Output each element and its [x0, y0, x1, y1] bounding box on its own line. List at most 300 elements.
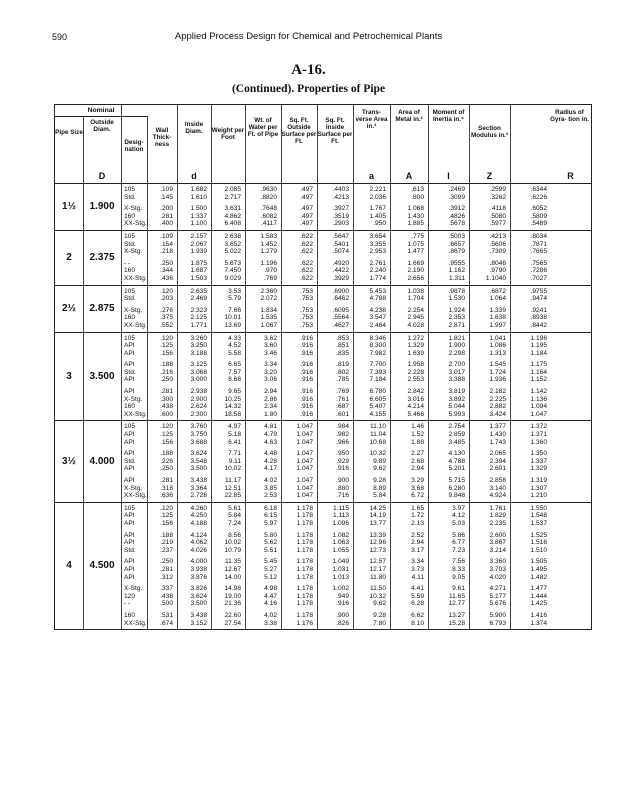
cell-outside-surface: 1.178 [296, 585, 313, 593]
cell-designation: XX-Stg. [124, 220, 147, 228]
cell-inside-diam: 2.635 [190, 287, 207, 295]
cell-metal-area: 2.945 [407, 314, 424, 322]
cell-wall-thickness: .636 [160, 492, 173, 500]
cell-designation: 105 [124, 334, 136, 342]
cell-outside-surface: .753 [300, 314, 313, 322]
cell-metal-area: 1.477 [407, 248, 424, 256]
cell-wall-thickness: .281 [160, 212, 173, 220]
cell-inside-diam: 4.026 [190, 546, 207, 554]
cell-inside-diam: 3.500 [190, 465, 207, 473]
cell-outside-surface: .916 [300, 342, 313, 350]
cell-section-modulus: .9790 [489, 267, 506, 275]
cell-radius-gyration: .8938 [530, 314, 547, 322]
cell-outside-surface: .753 [300, 287, 313, 295]
cell-metal-area: 3.34 [411, 558, 424, 566]
cell-water-weight: 6.18 [264, 504, 277, 512]
cell-section-modulus: 3.360 [489, 558, 506, 566]
cell-section-modulus: .5606 [489, 240, 506, 248]
cell-weight: 6.65 [228, 361, 241, 369]
cell-transverse-area: 2.464 [369, 321, 386, 329]
cell-moment-inertia: 3.892 [448, 395, 465, 403]
cell-outside-surface: 1.178 [296, 531, 313, 539]
cell-radius-gyration: 1.142 [530, 388, 547, 396]
cell-inside-diam: 1.682 [190, 186, 207, 193]
cell-weight: 8.56 [228, 531, 241, 539]
cell-inside-diam: 2.900 [190, 395, 207, 403]
cell-designation: X-Stg. [124, 306, 143, 314]
cell-metal-area: 4.11 [411, 573, 424, 581]
cell-designation: X-Stg. [124, 248, 143, 256]
cell-water-weight: 5.80 [264, 531, 277, 539]
cell-moment-inertia: .5678 [448, 220, 465, 228]
cell-transverse-area: 10.32 [369, 450, 386, 458]
cell-water-weight: 4.63 [264, 438, 277, 446]
cell-section-modulus: 1.086 [489, 342, 506, 350]
cell-water-weight: .6082 [260, 212, 277, 220]
cell-outside-surface: 1.178 [296, 611, 313, 619]
cell-wall-thickness: .125 [160, 342, 173, 350]
cell-water-weight: 4.28 [264, 457, 277, 465]
cell-weight: 5.79 [228, 295, 241, 303]
cell-radius-gyration: .6052 [530, 205, 547, 213]
cell-outside-surface: .622 [300, 274, 313, 282]
cell-weight: 4.862 [224, 212, 241, 220]
cell-section-modulus: 2.235 [489, 519, 506, 527]
pipe-size: 3½ [62, 456, 76, 468]
column-rule [245, 105, 246, 629]
cell-metal-area: 1.430 [407, 212, 424, 220]
cell-designation: XX-Stg. [124, 321, 147, 329]
cell-inside-surface: 1.013 [332, 573, 349, 581]
cell-radius-gyration: .7871 [530, 240, 547, 248]
cell-outside-surface: 1.178 [296, 565, 313, 573]
cell-inside-diam: 4.000 [190, 558, 207, 566]
cell-section-modulus: 2.182 [489, 388, 506, 396]
cell-weight: 5.84 [228, 512, 241, 520]
cell-inside-diam: 3.152 [190, 619, 207, 627]
cell-moment-inertia: 1.924 [448, 306, 465, 314]
cell-radius-gyration: 1.416 [530, 611, 547, 619]
cell-section-modulus: 3.703 [489, 565, 506, 573]
cell-wall-thickness: .120 [160, 287, 173, 295]
cell-wall-thickness: .438 [160, 592, 173, 600]
cell-transverse-area: 9.62 [373, 465, 386, 473]
cell-wall-thickness: .318 [160, 484, 173, 492]
cell-metal-area: 1.704 [407, 295, 424, 303]
cell-radius-gyration: 1.372 [530, 423, 547, 431]
cell-wall-thickness: .531 [160, 611, 173, 619]
cell-moment-inertia: 7.56 [452, 558, 465, 566]
cell-moment-inertia: 13.27 [448, 611, 465, 619]
cell-section-modulus: 1.545 [489, 361, 506, 369]
cell-inside-diam: 3.438 [190, 611, 207, 619]
cell-outside-surface: .916 [300, 376, 313, 384]
cell-section-modulus: 1.313 [489, 349, 506, 357]
cell-metal-area: 1.669 [407, 259, 424, 267]
cell-inside-diam: 3.938 [190, 565, 207, 573]
cell-designation: API [124, 450, 135, 458]
cell-weight: 3.53 [228, 287, 241, 295]
cell-inside-diam: 2.938 [190, 388, 207, 396]
header-wall-thickness: Wall Thick- ness [152, 127, 172, 148]
cell-outside-surface: 1.178 [296, 512, 313, 520]
cell-moment-inertia: .9555 [448, 259, 465, 267]
cell-designation: API [124, 565, 135, 573]
cell-metal-area: 2.656 [407, 274, 424, 282]
cell-water-weight: .769 [264, 274, 277, 282]
cell-transverse-area: 2.036 [369, 193, 386, 201]
cell-outside-surface: .497 [300, 186, 313, 193]
cell-designation: API [124, 465, 135, 473]
cell-inside-diam: 3.624 [190, 592, 207, 600]
cell-transverse-area: 7.184 [369, 376, 386, 384]
cell-inside-diam: 4.250 [190, 512, 207, 520]
cell-outside-surface: .497 [300, 193, 313, 201]
symbol-R: R [567, 171, 574, 181]
cell-weight: 11.17 [224, 477, 241, 484]
cell-inside-surface: .916 [336, 465, 349, 473]
cell-metal-area: 3.29 [411, 477, 424, 484]
cell-designation: 160 [124, 267, 136, 275]
cell-moment-inertia: .3912 [448, 205, 465, 213]
cell-inside-surface: .2903 [332, 220, 349, 228]
pipe-properties-table [54, 104, 592, 630]
cell-water-weight: .9630 [260, 186, 277, 193]
cell-transverse-area: 9.62 [373, 600, 386, 608]
cell-transverse-area: 4.238 [369, 306, 386, 314]
cell-transverse-area: 13.77 [369, 519, 386, 527]
header-inside-diam: Inside Diam. [184, 121, 204, 135]
cell-water-weight: 5.62 [264, 539, 277, 547]
cell-metal-area: 8.10 [411, 619, 424, 627]
cell-transverse-area: 1.405 [369, 212, 386, 220]
cell-moment-inertia: 6.77 [452, 539, 465, 547]
cell-wall-thickness: .125 [160, 431, 173, 439]
cell-inside-surface: .716 [336, 492, 349, 500]
cell-water-weight: 1.067 [260, 321, 277, 329]
cell-weight: 7.450 [224, 267, 241, 275]
cell-section-modulus: 3.140 [489, 484, 506, 492]
cell-inside-diam: 3.250 [190, 342, 207, 350]
symbol-A: A [405, 171, 413, 181]
cell-wall-thickness: .600 [160, 410, 173, 418]
cell-section-modulus: 1.339 [489, 306, 506, 314]
cell-weight: 7.71 [228, 450, 241, 458]
cell-radius-gyration: .8442 [530, 321, 547, 329]
cell-moment-inertia: 11.65 [448, 592, 465, 600]
cell-transverse-area: 12.17 [369, 565, 386, 573]
cell-section-modulus: 1.829 [489, 512, 506, 520]
cell-inside-diam: 4.124 [190, 531, 207, 539]
cell-radius-gyration: 1.477 [530, 585, 547, 593]
cell-radius-gyration: 1.164 [530, 368, 547, 376]
cell-inside-surface: .900 [336, 611, 349, 619]
cell-designation: 120 [124, 592, 136, 600]
cell-moment-inertia: 3.97 [452, 504, 465, 512]
cell-water-weight: 1.834 [260, 306, 277, 314]
cell-weight: 22.60 [224, 611, 241, 619]
cell-wall-thickness: .344 [160, 267, 173, 275]
cell-moment-inertia: .8679 [448, 248, 465, 256]
cell-inside-surface: .929 [336, 457, 349, 465]
cell-metal-area: 2.228 [407, 368, 424, 376]
cell-section-modulus: 1.1040 [485, 274, 506, 282]
cell-section-modulus: 4.924 [489, 492, 506, 500]
cell-inside-surface: .4422 [332, 267, 349, 275]
symbol-d: d [191, 171, 197, 181]
cell-section-modulus: 3.867 [489, 539, 506, 547]
cell-metal-area: 1.068 [407, 205, 424, 213]
cell-transverse-area: 1.774 [369, 274, 386, 282]
cell-outside-surface: .916 [300, 388, 313, 396]
header-section-modulus: Section Modulus in.³ [470, 125, 509, 139]
cell-radius-gyration: 1.047 [530, 410, 547, 418]
cell-inside-surface: .4627 [332, 321, 349, 329]
cell-section-modulus: 2.882 [489, 403, 506, 411]
cell-water-weight: 4.02 [264, 611, 277, 619]
column-rule [281, 105, 282, 629]
cell-weight: 14.98 [224, 585, 241, 593]
cell-moment-inertia: 15.28 [448, 619, 465, 627]
cell-weight: 13.69 [224, 321, 241, 329]
cell-designation: API [124, 512, 135, 520]
cell-designation: 160 [124, 314, 136, 322]
cell-inside-diam: 2.624 [190, 403, 207, 411]
cell-metal-area: 6.28 [411, 600, 424, 608]
cell-outside-surface: 1.178 [296, 504, 313, 512]
cell-inside-surface: .687 [336, 403, 349, 411]
symbol-Z: Z [486, 171, 493, 181]
cell-outside-surface: 1.047 [296, 457, 313, 465]
cell-metal-area: 4.028 [407, 321, 424, 329]
cell-section-modulus: 1.638 [489, 314, 506, 322]
cell-inside-diam: 3.750 [190, 431, 207, 439]
cell-section-modulus: 2.225 [489, 395, 506, 403]
cell-moment-inertia: .4826 [448, 212, 465, 220]
cell-moment-inertia: 1.162 [448, 267, 465, 275]
cell-water-weight: 4.17 [264, 465, 277, 473]
cell-weight: 5.022 [224, 248, 241, 256]
cell-weight: 8.68 [228, 376, 241, 384]
cell-wall-thickness: .200 [160, 205, 173, 213]
cell-inside-diam: 1.875 [190, 259, 207, 267]
cell-radius-gyration: 1.195 [530, 342, 547, 350]
cell-inside-diam: 2.323 [190, 306, 207, 314]
cell-outside-surface: 1.047 [296, 438, 313, 446]
header-transverse-area: Trans- verse Area in.² [355, 109, 388, 130]
cell-moment-inertia: 4.12 [452, 512, 465, 520]
cell-wall-thickness: .109 [160, 186, 173, 193]
column-rule [83, 116, 84, 629]
cell-wall-thickness: .156 [160, 349, 173, 357]
cell-transverse-area: 11.10 [369, 423, 386, 431]
column-rule [390, 105, 391, 629]
cell-section-modulus: .7309 [489, 248, 506, 256]
header-inside-surface: Sq. Ft. Inside Surface per Ft. [317, 117, 353, 145]
cell-designation: XX-Stg. [124, 492, 147, 500]
cell-inside-surface: .3927 [332, 205, 349, 213]
cell-transverse-area: 7.393 [369, 368, 386, 376]
cell-inside-surface: .6095 [332, 306, 349, 314]
cell-water-weight: 3.60 [264, 342, 277, 350]
cell-metal-area: 2.94 [411, 465, 424, 473]
cell-water-weight: .970 [264, 267, 277, 275]
cell-designation: API [124, 342, 135, 350]
cell-section-modulus: 3.424 [489, 410, 506, 418]
cell-weight: 22.85 [224, 492, 241, 500]
outside-diameter: 2.375 [89, 252, 115, 264]
header-pipe-size: Pipe Size [55, 129, 83, 136]
cell-inside-surface: .5401 [332, 240, 349, 248]
cell-inside-diam: 3.364 [190, 484, 207, 492]
cell-inside-surface: .4213 [332, 193, 349, 201]
header-designation: Desig- nation [124, 139, 144, 153]
cell-inside-diam: 1.939 [190, 248, 207, 256]
cell-inside-surface: .826 [336, 619, 349, 627]
cell-radius-gyration: 1.307 [530, 484, 547, 492]
cell-designation: Std. [124, 457, 136, 465]
cell-radius-gyration: 1.360 [530, 438, 547, 446]
column-rule [147, 116, 148, 629]
cell-designation: Std. [124, 546, 136, 554]
column-rule [317, 105, 318, 629]
cell-wall-thickness: .219 [160, 539, 173, 547]
cell-designation: 105 [124, 423, 136, 431]
cell-inside-surface: .982 [336, 431, 349, 439]
column-rule [428, 105, 429, 629]
pipe-size: 1½ [62, 201, 76, 213]
header-weight: Weight per Foot [211, 127, 245, 141]
cell-transverse-area: 7.982 [369, 349, 386, 357]
cell-moment-inertia: 9.848 [448, 492, 465, 500]
cell-metal-area: 3.016 [407, 395, 424, 403]
cell-transverse-area: 5.84 [373, 492, 386, 500]
cell-section-modulus: 4.271 [489, 585, 506, 593]
cell-designation: API [124, 477, 135, 484]
cell-designation: Std. [124, 368, 136, 376]
cell-inside-diam: 2.125 [190, 314, 207, 322]
cell-water-weight: 2.34 [264, 403, 277, 411]
cell-water-weight: 4.16 [264, 600, 277, 608]
cell-wall-thickness: .188 [160, 361, 173, 369]
cell-inside-diam: 3.876 [190, 573, 207, 581]
cell-moment-inertia: 2.353 [448, 314, 465, 322]
cell-metal-area: 2.27 [411, 450, 424, 458]
cell-radius-gyration: 1.094 [530, 403, 547, 411]
cell-wall-thickness: .156 [160, 519, 173, 527]
cell-water-weight: 1.535 [260, 314, 277, 322]
cell-moment-inertia: 1.900 [448, 342, 465, 350]
cell-wall-thickness: .276 [160, 306, 173, 314]
header-water-weight: Wt. of Water per Ft. of Pipe [247, 117, 279, 138]
cell-outside-surface: 1.178 [296, 558, 313, 566]
cell-outside-surface: .622 [300, 267, 313, 275]
cell-inside-surface: .785 [336, 376, 349, 384]
outside-diameter: 4.000 [89, 456, 115, 468]
cell-wall-thickness: .109 [160, 232, 173, 240]
cell-outside-surface: 1.047 [296, 431, 313, 439]
cell-moment-inertia: 6.280 [448, 484, 465, 492]
cell-water-weight: 2.072 [260, 295, 277, 303]
cell-radius-gyration: .9474 [530, 295, 547, 303]
pipe-size: 2½ [62, 303, 76, 315]
cell-section-modulus: 1.377 [489, 423, 506, 431]
cell-metal-area: 1.329 [407, 342, 424, 350]
pipe-size: 2 [66, 252, 72, 264]
cell-metal-area: 2.52 [411, 531, 424, 539]
cell-transverse-area: 2.221 [369, 186, 386, 193]
cell-weight: 12.67 [224, 565, 241, 573]
outside-diameter: 1.900 [89, 201, 115, 213]
cell-inside-surface: 1.063 [332, 539, 349, 547]
cell-outside-surface: 1.178 [296, 519, 313, 527]
cell-inside-diam: 1.100 [190, 220, 207, 228]
cell-radius-gyration: 1.516 [530, 539, 547, 547]
cell-moment-inertia: 2.298 [448, 349, 465, 357]
cell-moment-inertia: .2469 [448, 186, 465, 193]
cell-wall-thickness: .674 [160, 619, 173, 627]
symbol-D: D [98, 171, 106, 181]
cell-moment-inertia: 4.130 [448, 450, 465, 458]
cell-metal-area: 6.62 [411, 611, 424, 619]
cell-inside-surface: 1.002 [332, 585, 349, 593]
cell-outside-surface: 1.178 [296, 600, 313, 608]
cell-radius-gyration: 1.196 [530, 334, 547, 342]
cell-inside-diam: 1.337 [190, 212, 207, 220]
cell-metal-area: 3.17 [411, 546, 424, 554]
cell-moment-inertia: 2.859 [448, 431, 465, 439]
cell-outside-surface: .497 [300, 205, 313, 213]
cell-moment-inertia: 2.700 [448, 361, 465, 369]
cell-inside-surface: .5647 [332, 232, 349, 240]
cell-inside-diam: 2.300 [190, 410, 207, 418]
cell-inside-surface: 1.096 [332, 519, 349, 527]
cell-outside-surface: .753 [300, 306, 313, 314]
cell-section-modulus: 2.600 [489, 531, 506, 539]
cell-moment-inertia: 5.993 [448, 410, 465, 418]
cell-radius-gyration: .6344 [530, 186, 547, 193]
cell-inside-surface: .966 [336, 438, 349, 446]
cell-moment-inertia: .3099 [448, 193, 465, 201]
cell-radius-gyration: .9241 [530, 306, 547, 314]
cell-metal-area: 1.88 [411, 438, 424, 446]
cell-designation: Std. [124, 295, 136, 303]
cell-wall-thickness: .188 [160, 450, 173, 458]
cell-outside-surface: .497 [300, 212, 313, 220]
cell-weight: 5.61 [228, 504, 241, 512]
cell-designation: API [124, 531, 135, 539]
column-rule [211, 105, 212, 629]
cell-inside-surface: 1.115 [332, 504, 349, 512]
cell-transverse-area: 5.407 [369, 403, 386, 411]
cell-weight: 19.00 [224, 592, 241, 600]
cell-weight: 21.36 [224, 600, 241, 608]
cell-outside-surface: 1.047 [296, 423, 313, 431]
cell-weight: 9.11 [228, 457, 241, 465]
cell-water-weight: 1.583 [260, 232, 277, 240]
cell-designation: API [124, 573, 135, 581]
cell-weight: 3.631 [224, 205, 241, 213]
cell-section-modulus: 2.858 [489, 477, 506, 484]
cell-metal-area: 1.272 [407, 334, 424, 342]
cell-radius-gyration: 1.152 [530, 376, 547, 384]
cell-outside-surface: .622 [300, 259, 313, 267]
cell-radius-gyration: 1.136 [530, 395, 547, 403]
cell-section-modulus: 1.936 [489, 376, 506, 384]
cell-metal-area: 1.72 [411, 512, 424, 520]
cell-transverse-area: 8.346 [369, 334, 386, 342]
cell-moment-inertia: 5.86 [452, 531, 465, 539]
